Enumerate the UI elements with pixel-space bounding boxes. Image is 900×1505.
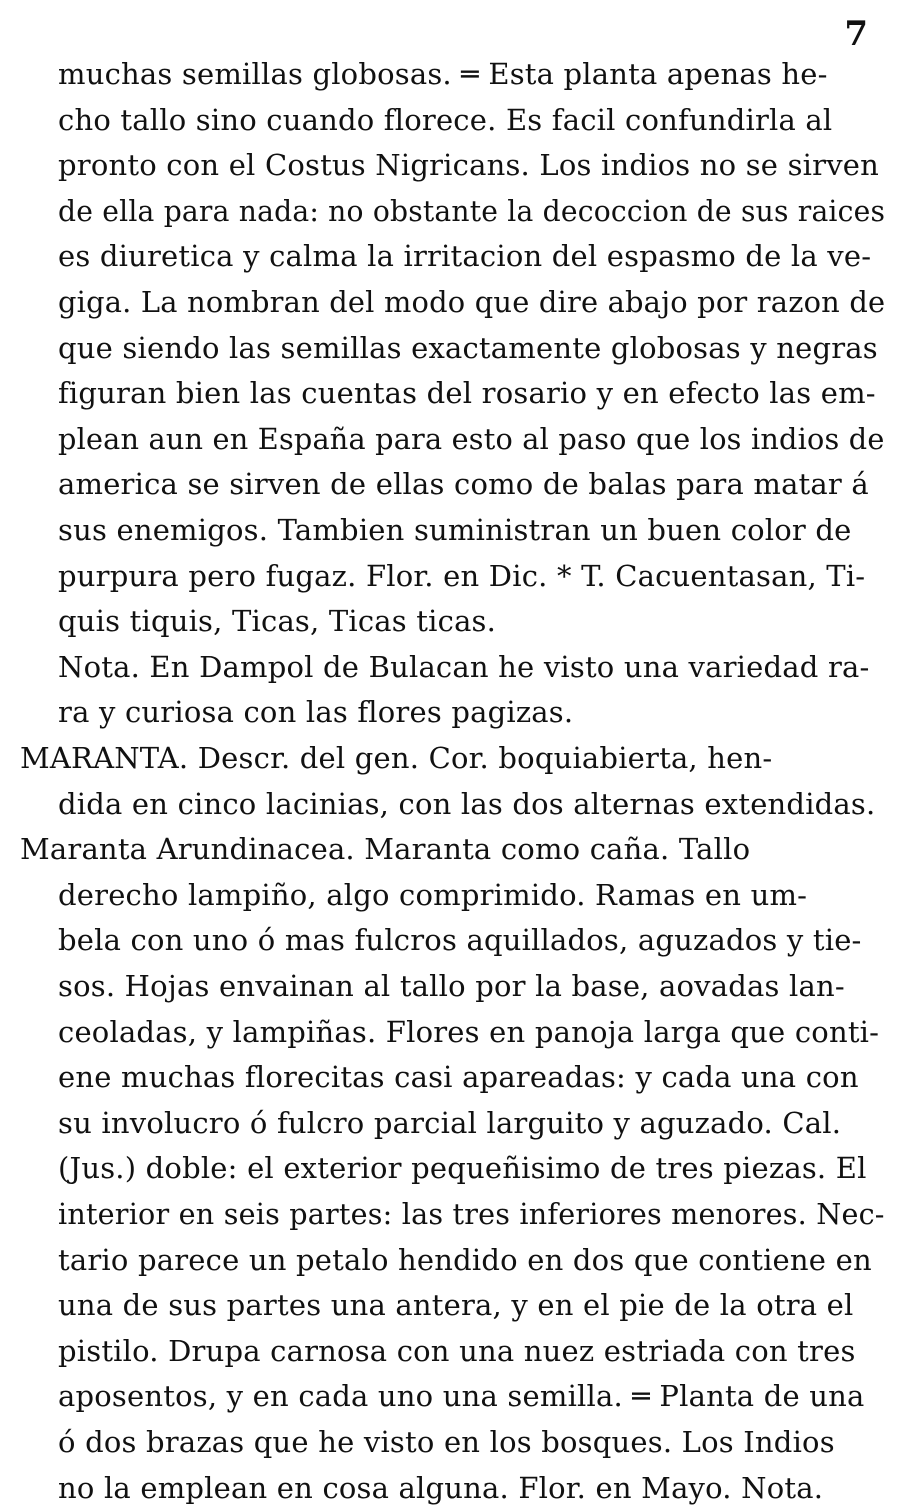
text-line: ene muchas florecitas casi apareadas: y cada una con [58, 1060, 859, 1095]
text-line: dida en cinco lacinias, con las dos alternas extendidas. [58, 786, 876, 821]
text-line: cho tallo sino cuando florece. Es facil confundirla al [58, 102, 833, 137]
text-line: MARANTA. Descr. del gen. Cor. boquiabierta, hen- [20, 741, 773, 775]
text-line: sos. Hojas envainan al tallo por la base, aovadas lan- [58, 969, 845, 1003]
text-line: pronto con el Costus Nigricans. Los indios no se sirven [58, 148, 880, 183]
text-line: figuran bien las cuentas del rosario y en efecto las em- [58, 376, 876, 411]
text-line: aposentos, y en cada uno una semilla. ═ Planta de una [58, 1379, 865, 1414]
text-line: plean aun en España para esto al paso que los indios de [58, 421, 885, 456]
text-line: una de sus partes una antera, y en el pie de la otra el [58, 1288, 854, 1323]
text-line: muchas semillas globosas. ═ Esta planta apenas he- [58, 57, 828, 91]
text-line: que siendo las semillas exactamente globosas y negras [58, 330, 878, 365]
text-line: no la emplean en cosa alguna. Flor. en Mayo. Nota. [58, 1470, 824, 1505]
text-line: purpura pero fugaz. Flor. en Dic. * T. Cacuentasan, Ti- [58, 558, 866, 593]
text-line: pistilo. Drupa carnosa con una nuez estriada con tres [58, 1333, 856, 1368]
page-number: 7 [844, 14, 868, 54]
text-line: giga. La nombran del modo que dire abajo por razon de [58, 285, 886, 319]
text-line: tario parece un petalo hendido en dos que contiene en [58, 1242, 872, 1277]
text-line: ra y curiosa con las flores pagizas. [58, 695, 574, 730]
text-line: quis tiquis, Ticas, Ticas ticas. [58, 604, 497, 639]
text-line: su involucro ó fulcro parcial larguito y aguzado. Cal. [58, 1105, 842, 1140]
text-line: Maranta Arundinacea. Maranta como caña. Tallo [20, 832, 751, 867]
text-line: de ella para nada: no obstante la decoccion de sus raices [58, 193, 886, 228]
text-line: bela con uno ó mas fulcros aquillados, aguzados y tie- [58, 923, 862, 958]
text-line: derecho lampiño, algo comprimido. Ramas en um- [58, 877, 808, 912]
text-line: interior en seis partes: las tres inferiores menores. Nec- [58, 1197, 885, 1231]
text-line: (Jus.) doble: el exterior pequeñisimo de tres piezas. El [58, 1151, 867, 1186]
text-line: es diuretica y calma la irritacion del espasmo de la ve- [58, 239, 872, 274]
text-line: america se sirven de ellas como de balas para matar á [58, 467, 869, 502]
text-line: ceoladas, y lampiñas. Flores en panoja larga que conti- [58, 1014, 880, 1049]
text-line: Nota. En Dampol de Bulacan he visto una variedad ra- [58, 649, 870, 684]
text-line: ó dos brazas que he visto en los bosques. Los Indios [58, 1425, 835, 1459]
text-line: sus enemigos. Tambien suministran un buen color de [58, 513, 852, 547]
